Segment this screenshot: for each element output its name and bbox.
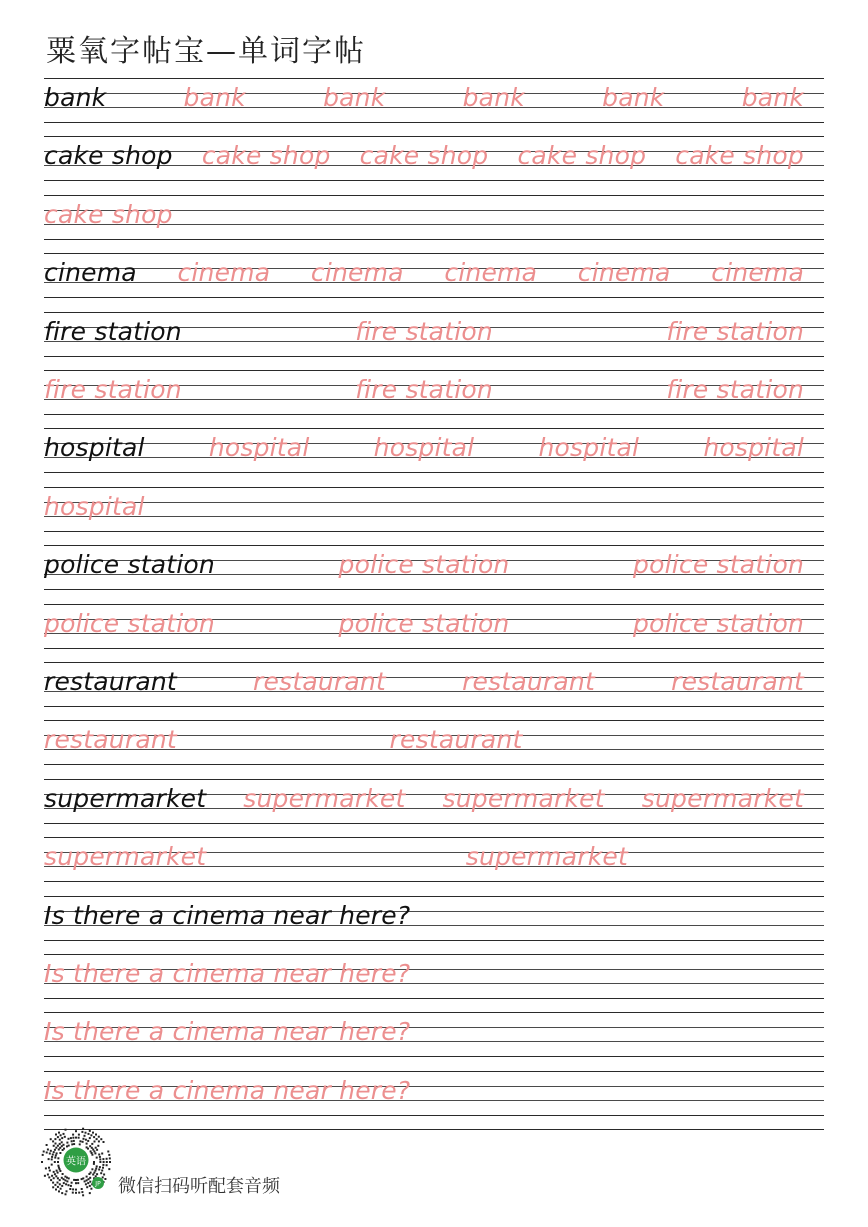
trace-word: hospital <box>538 433 640 463</box>
trace-word: hospital <box>44 491 145 521</box>
guide-line <box>44 764 824 765</box>
trace-word: bank <box>183 83 246 112</box>
page-title: 粟氧字帖宝—单词字帖 <box>46 34 366 69</box>
guide-line <box>44 239 824 240</box>
trace-word: cake shop <box>675 141 804 171</box>
practice-row <box>44 604 824 662</box>
guide-line <box>44 837 824 838</box>
practice-row <box>44 662 824 720</box>
practice-row <box>44 896 824 954</box>
guide-line <box>44 516 824 517</box>
guide-line <box>44 136 824 137</box>
trace-word: restaurant <box>44 725 177 755</box>
practice-row <box>44 1071 824 1129</box>
model-word: hospital <box>44 433 145 463</box>
guide-line <box>44 940 824 941</box>
footer-caption: 微信扫码听配套音频 <box>118 1176 280 1197</box>
guide-line <box>44 545 824 546</box>
model-word: police station <box>44 550 215 580</box>
trace-word: bank <box>602 83 665 112</box>
practice-row <box>44 1012 824 1070</box>
practice-row <box>44 779 824 837</box>
trace-word: Is there a cinema near here? <box>44 959 411 988</box>
trace-word: cake shop <box>517 141 647 171</box>
guide-line <box>44 297 824 298</box>
practice-row <box>44 78 824 136</box>
trace-word: police station <box>338 608 510 638</box>
trace-word: cinema <box>310 258 404 288</box>
guide-line <box>44 720 824 721</box>
guide-line <box>44 881 824 882</box>
trace-word: fire station <box>355 316 493 346</box>
trace-word: supermarket <box>465 842 628 872</box>
trace-word: police station <box>338 550 510 580</box>
guide-line <box>44 282 824 283</box>
guide-line <box>44 531 824 532</box>
trace-word: police station <box>633 608 804 638</box>
practice-row <box>44 428 824 486</box>
guide-line <box>44 93 824 94</box>
model-word: bank <box>44 83 107 112</box>
guide-line <box>44 1115 824 1116</box>
guide-line <box>44 954 824 955</box>
trace-word: Is there a cinema near here? <box>44 1075 411 1105</box>
trace-word: supermarket <box>442 783 605 813</box>
guide-line <box>44 823 824 824</box>
model-word: cake shop <box>44 141 173 171</box>
guide-line <box>44 312 824 313</box>
guide-line <box>44 706 824 707</box>
guide-line <box>44 414 824 415</box>
qr-code-icon <box>40 1126 112 1198</box>
practice-row <box>44 136 824 194</box>
trace-word: hospital <box>373 433 475 463</box>
practice-row <box>44 487 824 545</box>
model-word: cinema <box>44 258 137 288</box>
trace-word: hospital <box>703 433 804 463</box>
trace-word: restaurant <box>389 725 523 755</box>
trace-word: fire station <box>44 375 182 404</box>
practice-row <box>44 837 824 895</box>
trace-word: bank <box>462 83 525 112</box>
guide-line <box>44 779 824 780</box>
practice-row <box>44 370 824 428</box>
trace-word: supermarket <box>44 842 207 872</box>
trace-word: Is there a cinema near here? <box>44 1017 411 1047</box>
guide-line <box>44 428 824 429</box>
practice-row <box>44 312 824 370</box>
practice-row <box>44 545 824 603</box>
guide-line <box>44 122 824 123</box>
guide-line <box>44 253 824 254</box>
badge-sub: JP <box>95 1180 101 1188</box>
trace-word: cinema <box>444 258 538 288</box>
guide-line <box>44 1129 824 1130</box>
trace-word: restaurant <box>253 667 386 696</box>
trace-word: fire station <box>666 316 804 346</box>
trace-word: cake shop <box>44 199 173 229</box>
model-word: restaurant <box>44 667 177 696</box>
badge-text: 英语 <box>66 1156 86 1168</box>
guide-line <box>44 502 824 503</box>
trace-word: supermarket <box>243 783 406 813</box>
trace-word: bank <box>741 83 804 112</box>
guide-line <box>44 648 824 649</box>
trace-word: fire station <box>355 375 493 404</box>
trace-word: restaurant <box>671 667 804 696</box>
model-word: Is there a cinema near here? <box>44 900 411 930</box>
trace-word: cinema <box>577 258 671 288</box>
practice-row <box>44 253 824 311</box>
practice-row <box>44 954 824 1012</box>
guide-line <box>44 370 824 371</box>
trace-word: cinema <box>711 258 804 288</box>
practice-row <box>44 195 824 253</box>
guide-line <box>44 472 824 473</box>
guide-line <box>44 604 824 605</box>
guide-line <box>44 589 824 590</box>
model-word: supermarket <box>44 783 207 813</box>
guide-line <box>44 78 824 79</box>
practice-row <box>44 720 824 778</box>
trace-word: cake shop <box>359 141 489 171</box>
guide-line <box>44 662 824 663</box>
guide-line <box>44 487 824 488</box>
trace-word: restaurant <box>462 667 595 696</box>
trace-word: cinema <box>177 258 271 288</box>
guide-line <box>44 268 824 269</box>
trace-word: hospital <box>208 433 310 463</box>
guide-line <box>44 107 824 108</box>
trace-word: bank <box>323 83 386 112</box>
trace-word: cake shop <box>201 141 331 171</box>
model-word: fire station <box>44 316 182 346</box>
guide-line <box>44 896 824 897</box>
guide-line <box>44 1071 824 1072</box>
guide-line <box>44 1012 824 1013</box>
guide-line <box>44 356 824 357</box>
guide-line <box>44 195 824 196</box>
trace-word: police station <box>44 608 215 638</box>
guide-line <box>44 180 824 181</box>
guide-line <box>44 998 824 999</box>
trace-word: police station <box>633 550 804 580</box>
trace-word: fire station <box>666 375 804 404</box>
trace-word: supermarket <box>641 783 804 813</box>
guide-line <box>44 1056 824 1057</box>
